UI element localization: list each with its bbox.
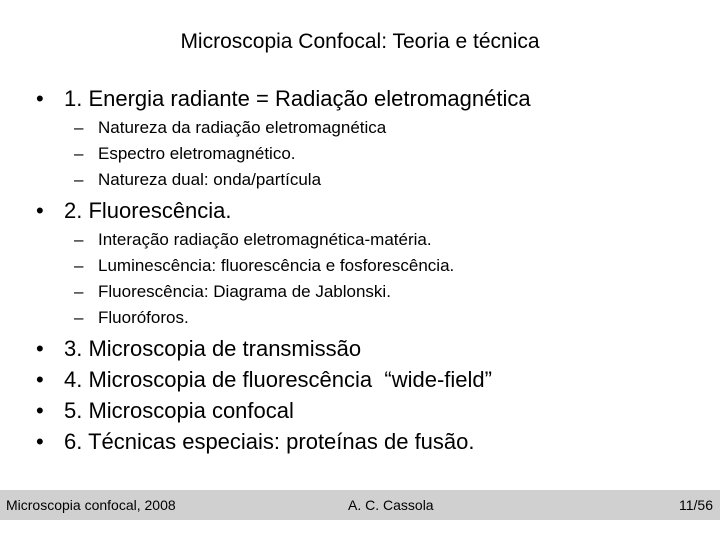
sub-item-text: Espectro eletromagnético. — [98, 144, 296, 163]
dash-marker: – — [74, 282, 84, 301]
bullet-text: 1. Energia radiante = Radiação eletromagnética — [64, 86, 531, 111]
dash-marker: – — [74, 118, 84, 137]
bullet-marker: • — [36, 429, 44, 454]
dash-marker: – — [74, 170, 84, 189]
bullet-text: 2. Fluorescência. — [64, 198, 232, 223]
slide-title: Microscopia Confocal: Teoria e técnica — [180, 30, 540, 53]
dash-marker: – — [74, 144, 84, 163]
sub-item-text: Luminescência: fluorescência e fosforescência. — [98, 256, 455, 275]
bullet-text: 6. Técnicas especiais: proteínas de fusão. — [64, 429, 475, 454]
sub-item-text: Fluorescência: Diagrama de Jablonski. — [98, 282, 391, 301]
slide-footer — [0, 490, 720, 520]
sub-item-text: Fluoróforos. — [98, 308, 189, 327]
bullet-text: 4. Microscopia de fluorescência “wide-field” — [64, 367, 492, 392]
footer-course-label: Microscopia confocal, 2008 — [6, 497, 176, 513]
bullet-marker: • — [36, 336, 44, 361]
sub-item-text: Interação radiação eletromagnética-matéria. — [98, 230, 432, 249]
bullet-text: 3. Microscopia de transmissão — [64, 336, 362, 361]
bullet-marker: • — [36, 367, 44, 392]
dash-marker: – — [74, 308, 84, 327]
bullet-text: 5. Microscopia confocal — [64, 398, 294, 423]
bullet-marker: • — [36, 398, 44, 423]
footer-page-number: 11/56 — [679, 497, 713, 513]
bullet-marker: • — [36, 198, 44, 223]
sub-item-text: Natureza da radiação eletromagnética — [98, 118, 387, 137]
bullet-marker: • — [36, 86, 44, 111]
sub-item-text: Natureza dual: onda/partícula — [98, 170, 322, 189]
dash-marker: – — [74, 256, 84, 275]
dash-marker: – — [74, 230, 84, 249]
footer-author: A. C. Cassola — [348, 497, 434, 513]
